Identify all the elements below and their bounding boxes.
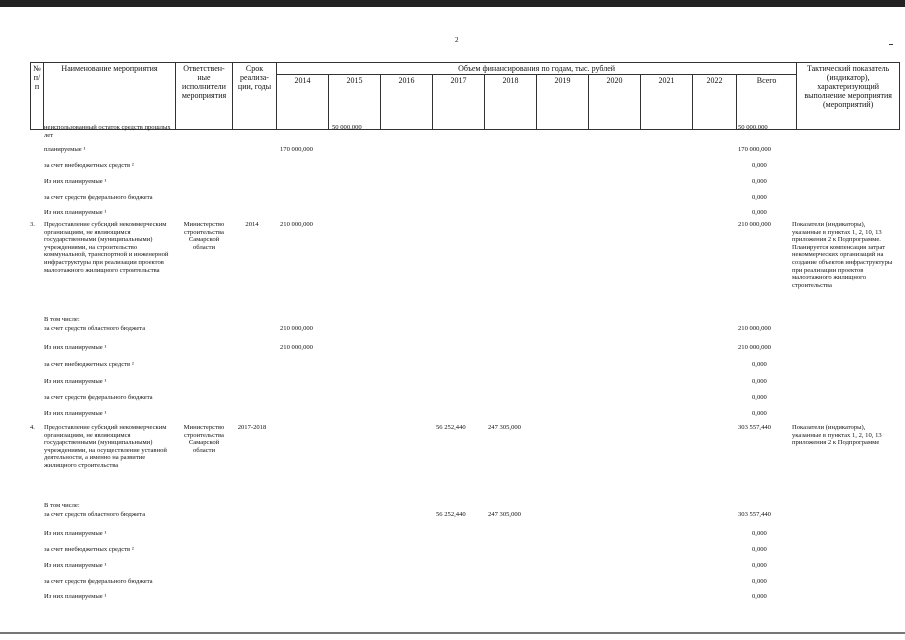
row-name: за счет средств федерального бюджета [44,194,153,201]
row-name: Из них планируемые ¹ [44,178,107,185]
year-header: 2016 [381,75,433,130]
col-name-header: Наименование мероприятия [44,63,176,130]
value-total: 170 000,000 [738,146,771,153]
row-term: 2014 [245,221,259,228]
value-2014: 170 000,000 [280,146,313,153]
value-total: 0,000 [752,178,767,185]
row-name: за счет средств областного бюджета [44,325,146,332]
value-total: 0,000 [752,194,767,201]
value-2017: 56 252,440 [436,424,466,431]
value-total: 0,000 [752,546,767,553]
year-header: 2018 [485,75,537,130]
col-term-header: Срок реализа-ции, годы [233,63,277,130]
row-name: за счет внебюджетных средств ² [44,162,134,169]
row-name: неиспользованный остаток средств прошлых лет [44,124,171,139]
value-total: 0,000 [752,578,767,585]
value-total: 303 557,440 [738,424,771,431]
value-total: 210 000,000 [738,344,771,351]
value-total: 0,000 [752,410,767,417]
row-name: Предоставление субсидий некоммерческим организациям, не являющимся государственными (муниципальными) учреждениями, на осуществление уставной деятельности, а именно на развитие жилищного строительства [44,424,167,469]
row-name: Предоставление субсидий некоммерческим организациям, не являющимся государственными (муниципальными) учреждениями, на строительство коммунальной, транспортной и инженерной инфраструктуры при реализации проектов малоэтажного жилищного строительства [44,221,169,274]
row-name: Из них планируемые ¹ [44,344,107,351]
row-indicator: Показатели (индикаторы), указанные в пунктах 1, 2, 10, 13 приложения 2 к Подпрограмме. Планируется компенсация затрат некоммерческих организаций на создание объектов инфраструктуры при реализации проектов малоэтажного жилищного строительства [792,221,893,289]
value-2014: 210 000,000 [280,325,313,332]
value-total: 50 000,000 [738,124,768,131]
row-name: Из них планируемые ¹ [44,378,107,385]
value-total: 0,000 [752,562,767,569]
value-2017: 56 252,440 [436,511,466,518]
page-top-border [0,0,905,7]
row-indicator: Показатели (индикаторы), указанные в пунктах 1, 2, 10, 13 приложения 2 к Подпрограмме [792,424,882,447]
value-total: 0,000 [752,394,767,401]
value-2015: 50 000,000 [332,124,362,131]
col-funding-header: Объем финансирования по годам, тыс. рублей [277,63,797,75]
row-name: В том числе: [44,502,80,509]
value-total: 0,000 [752,378,767,385]
year-header: 2017 [433,75,485,130]
value-total: 0,000 [752,209,767,216]
row-name: Из них планируемые ¹ [44,410,107,417]
value-2014: 210 000,000 [280,221,313,228]
header-table [30,62,900,130]
row-term: 2017-2018 [237,424,267,431]
row-name: Из них планируемые ¹ [44,530,107,537]
value-2014: 210 000,000 [280,344,313,351]
value-total: 0,000 [752,530,767,537]
year-header: 2014 [277,75,329,130]
row-name: планируемые ¹ [44,146,86,153]
margin-mark [889,44,893,45]
col-indicator-header: Тактический показатель (индикатор), характеризующий выполнение мероприятия (мероприятий) [797,63,900,130]
row-number: 3. [30,221,35,228]
year-header: 2021 [641,75,693,130]
value-total: 0,000 [752,361,767,368]
row-name: за счет внебюджетных средств ² [44,546,134,553]
page-number: 2 [455,36,459,44]
value-2018: 247 305,000 [488,511,521,518]
value-total: 210 000,000 [738,325,771,332]
row-responsible: Министерство строительства Самарской области [183,424,225,454]
value-total: 0,000 [752,593,767,600]
col-resp-header: Ответствен-ные исполнители мероприятия [176,63,233,130]
year-header: 2022 [693,75,737,130]
row-name: за счет средств федерального бюджета [44,578,153,585]
col-num-header: № п/п [31,63,44,130]
row-responsible: Министерство строительства Самарской области [183,221,225,251]
year-header: 2015 [329,75,381,130]
page-bottom-border [0,632,905,634]
total-header: Всего [737,75,797,130]
row-name: Из них планируемые ¹ [44,209,107,216]
value-total: 303 557,440 [738,511,771,518]
row-name: за счет средств областного бюджета [44,511,146,518]
row-name: Из них планируемые ¹ [44,562,107,569]
value-total: 0,000 [752,162,767,169]
row-name: за счет внебюджетных средств ² [44,361,134,368]
value-total: 210 000,000 [738,221,771,228]
year-header: 2020 [589,75,641,130]
row-name: В том числе: [44,316,80,323]
row-name: за счет средств федерального бюджета [44,394,153,401]
row-number: 4. [30,424,35,431]
value-2018: 247 305,000 [488,424,521,431]
year-header: 2019 [537,75,589,130]
row-name: Из них планируемые ¹ [44,593,107,600]
